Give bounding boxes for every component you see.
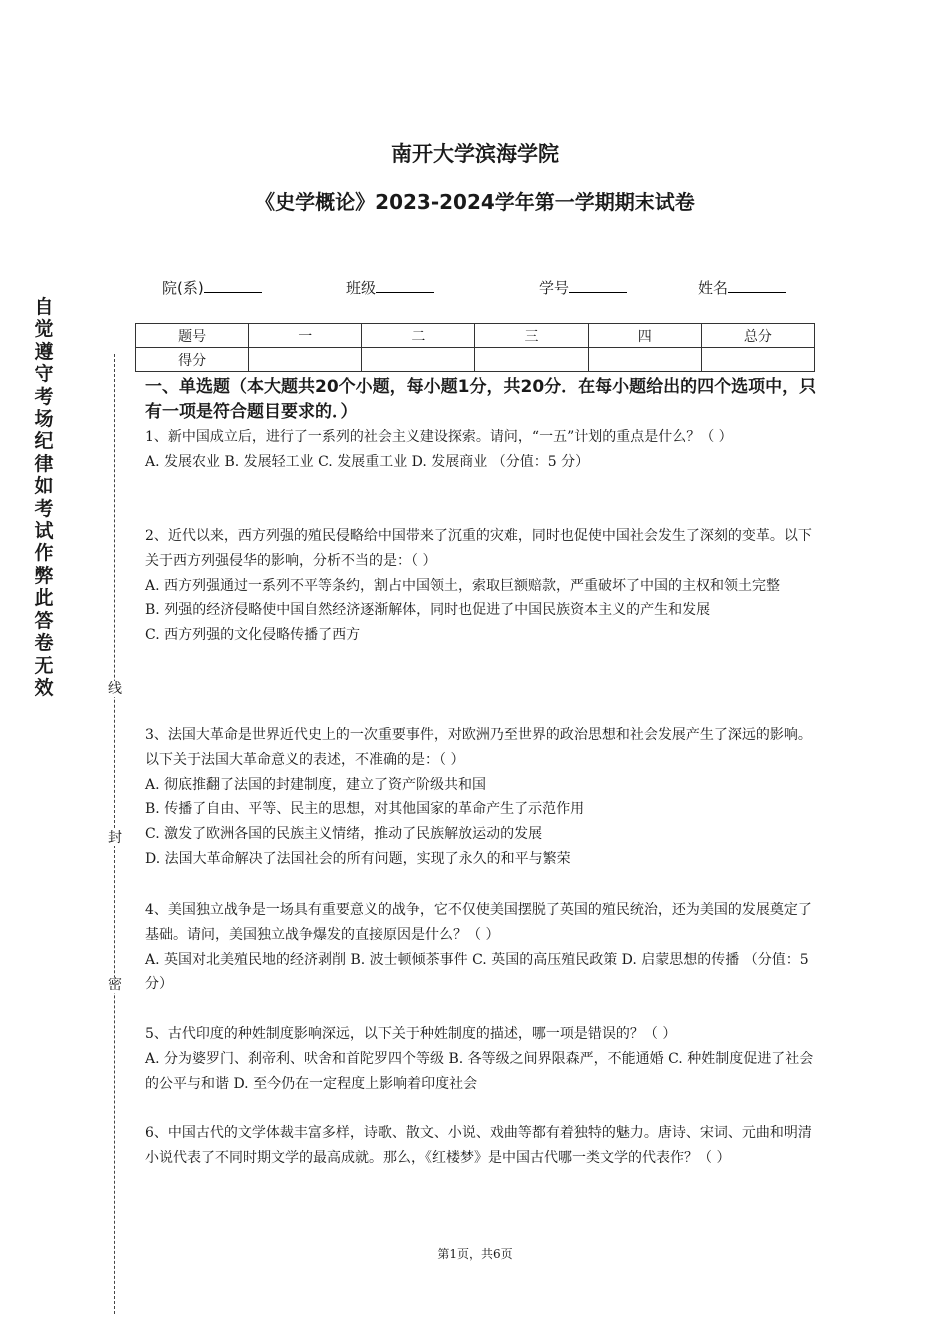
question-option: D. 法国大革命解决了法国社会的所有问题，实现了永久的和平与繁荣 [145,850,571,867]
binding-mark-line: 线 [108,681,122,697]
question-option: A. 彻底推翻了法国的封建制度，建立了资产阶级共和国 [145,776,487,793]
question-stem: 4、美国独立战争是一场具有重要意义的战争，它不仅使美国摆脱了英国的殖民统治，还为美国的发展奠定了基础。请问，美国独立战争爆发的直接原因是什么？（ ） [145,902,812,943]
question-stem: 1、新中国成立后，进行了一系列的社会主义建设探索。请问，“一五”计划的重点是什么？（ ） [145,429,733,445]
score-header-cell: 二 [362,324,475,348]
exam-title: 《史学概论》2023-2024学年第一学期期末试卷 [255,190,695,214]
dept-label: 院(系) [162,279,204,297]
page-number: 第1页，共6页 [437,1247,513,1261]
name-label: 姓名 [698,279,729,297]
dept-field[interactable] [162,277,262,298]
binding-mark-secret: 密 [108,977,122,993]
question-stem: 6、中国古代的文学体裁丰富多样，诗歌、散文、小说、戏曲等都有着独特的魅力。唐诗、宋词、元曲和明清小说代表了不同时期文学的最高成就。那么，《红楼梦》是中国古代哪一类文学的代表作？（ ） [145,1125,812,1166]
dept-blank[interactable] [204,278,262,293]
score-header-cell: 一 [249,324,362,348]
question-option: A. 西方列强通过一系列不平等条约，割占中国领土，索取巨额赔款，严重破坏了中国的主权和领土完整 [145,577,781,594]
question-6 [145,1121,820,1171]
name-field[interactable] [698,277,786,298]
score-header-cell: 总分 [701,324,814,348]
binding-mark-seal: 封 [108,830,122,846]
class-blank[interactable] [376,278,434,293]
question-option: C. 激发了欧洲各国的民族主义情绪，推动了民族解放运动的发展 [145,826,543,843]
score-table-header-row [136,324,815,348]
score-table-score-row [136,348,815,372]
question-option: B. 传播了自由、平等、民主的思想，对其他国家的革命产生了示范作用 [145,801,585,818]
question-stem: 2、近代以来，西方列强的殖民侵略给中国带来了沉重的灾难，同时也促使中国社会发生了深刻的变革。以下关于西方列强侵华的影响，分析不当的是：（ ） [145,528,812,569]
score-header-cell: 题号 [136,324,249,348]
score-table [135,323,815,372]
score-input-cell[interactable] [475,348,588,372]
student-id-blank[interactable] [569,278,627,293]
student-id-field[interactable] [539,277,627,298]
question-1 [145,425,820,475]
question-5 [145,1022,820,1096]
question-option: C. 西方列强的文化侵略传播了西方 [145,627,361,644]
question-3 [145,723,820,872]
score-header-cell: 四 [588,324,701,348]
score-input-cell[interactable] [362,348,475,372]
question-2 [145,524,820,648]
score-input-cell[interactable] [249,348,362,372]
score-input-cell[interactable] [588,348,701,372]
class-label: 班级 [346,279,377,297]
score-header-cell: 三 [475,324,588,348]
exam-discipline-notice: 自觉遵守考场纪律如考试作弊此答卷无效 [34,296,54,699]
question-stem: 3、法国大革命是世界近代史上的一次重要事件，对欧洲乃至世界的政治思想和社会发展产生了深远的影响。以下关于法国大革命意义的表述，不准确的是：（ ） [145,727,812,768]
question-options: A. 英国对北美殖民地的经济剥削 B. 波士顿倾茶事件 C. 英国的高压殖民政策 D. 启蒙思想的传播 （分值：5 分） [145,951,809,993]
student-id-label: 学号 [539,279,570,297]
school-title: 南开大学滨海学院 [391,142,559,166]
class-field[interactable] [346,277,434,298]
score-input-cell[interactable] [701,348,814,372]
question-options: A. 分为婆罗门、刹帝利、吠舍和首陀罗四个等级 B. 各等级之间界限森严，不能通婚 C. 种姓制度促进了社会的公平与和谐 D. 至今仍在一定程度上影响着印度社会 [145,1050,814,1092]
question-4 [145,898,820,997]
question-option: B. 列强的经济侵略使中国自然经济逐渐解体，同时也促进了中国民族资本主义的产生和发展 [145,602,711,619]
score-label-cell: 得分 [136,348,249,372]
question-options: A. 发展农业 B. 发展轻工业 C. 发展重工业 D. 发展商业 （分值：5 分） [145,453,590,470]
name-blank[interactable] [728,278,786,293]
question-stem: 5、古代印度的种姓制度影响深远，以下关于种姓制度的描述，哪一项是错误的？（ ） [145,1026,677,1042]
section-heading: 一、单选题（本大题共20个小题，每小题1分，共20分．在每小题给出的四个选项中，只有一项是符合题目要求的．） [145,377,817,422]
